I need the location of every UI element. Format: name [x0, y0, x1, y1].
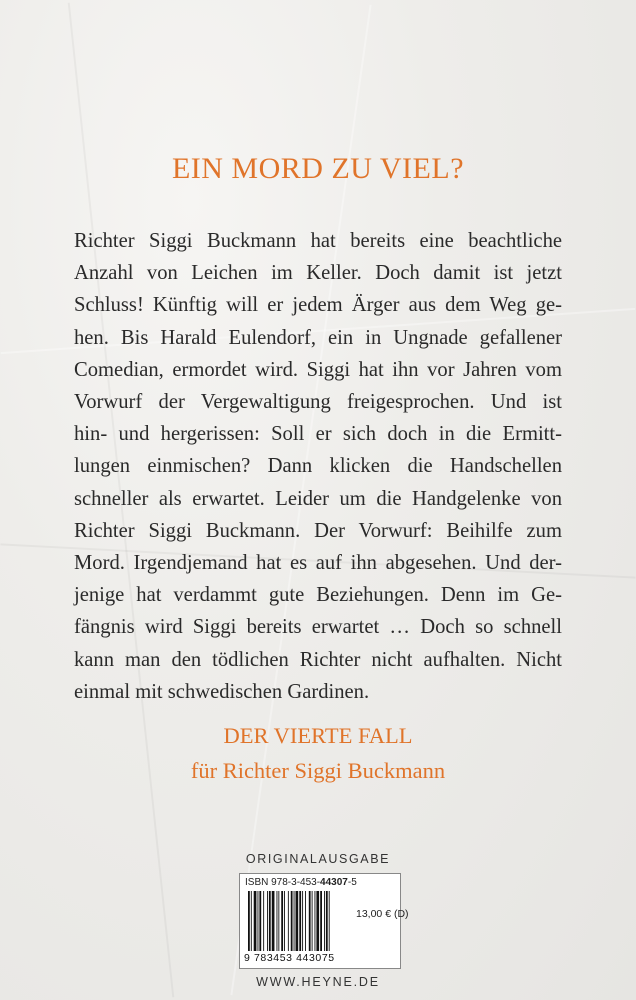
- barcode-digits: 9 783453 443075: [244, 952, 335, 964]
- blurb-line: Richter Siggi Buckmann. Der Vorwurf: Beihilfe zum: [74, 519, 562, 542]
- blurb-line: Mord. Irgendjemand hat es auf ihn abgesehen. Und der-: [74, 552, 562, 575]
- blurb-text: [74, 225, 562, 708]
- isbn-text: ISBN 978-3-453-44307-5: [245, 877, 357, 888]
- website-url: WWW.HEYNE.DE: [256, 975, 380, 989]
- blurb-line: Vorwurf der Vergewaltigung freigesprochen. Und ist: [74, 391, 562, 414]
- series-line-1: DER VIERTE FALL: [223, 723, 413, 748]
- price-label: 13,00 € (D): [356, 908, 409, 920]
- barcode-icon: [246, 891, 358, 951]
- blurb-line: hen. Bis Harald Eulendorf, ein in Ungnade gefallener: [74, 326, 562, 349]
- blurb-line: einmal mit schwedischen Gardinen.: [74, 680, 370, 703]
- edition-label: ORIGINALAUSGABE: [245, 852, 391, 866]
- blurb-line: fängnis wird Siggi bereits erwartet … Doch so schnell: [74, 616, 562, 639]
- blurb-line: hin- und hergerissen: Soll er sich doch in die Ermitt-: [74, 423, 562, 446]
- blurb-line: lungen einmischen? Dann klicken die Handschellen: [74, 455, 562, 478]
- series-info: [0, 718, 636, 788]
- headline: EIN MORD ZU VIEL?: [171, 152, 465, 185]
- blurb-line: Schluss! Künftig will er jedem Ärger aus dem Weg ge-: [74, 294, 562, 317]
- series-line-2: für Richter Siggi Buckmann: [190, 758, 446, 783]
- blurb-line: Comedian, ermordet wird. Siggi hat ihn vor Jahren vom: [74, 358, 562, 381]
- barcode-label: [239, 873, 409, 969]
- blurb-line: kann man den tödlichen Richter nicht aufhalten. Nicht: [74, 648, 562, 671]
- blurb-line: schneller als erwartet. Leider um die Handgelenke von: [74, 487, 562, 510]
- blurb-line: Richter Siggi Buckmann hat bereits eine beachtliche: [74, 230, 562, 252]
- blurb-line: jenige hat verdammt gute Beziehungen. Denn im Ge-: [74, 584, 562, 607]
- blurb-line: Anzahl von Leichen im Keller. Doch damit ist jetzt: [74, 262, 562, 285]
